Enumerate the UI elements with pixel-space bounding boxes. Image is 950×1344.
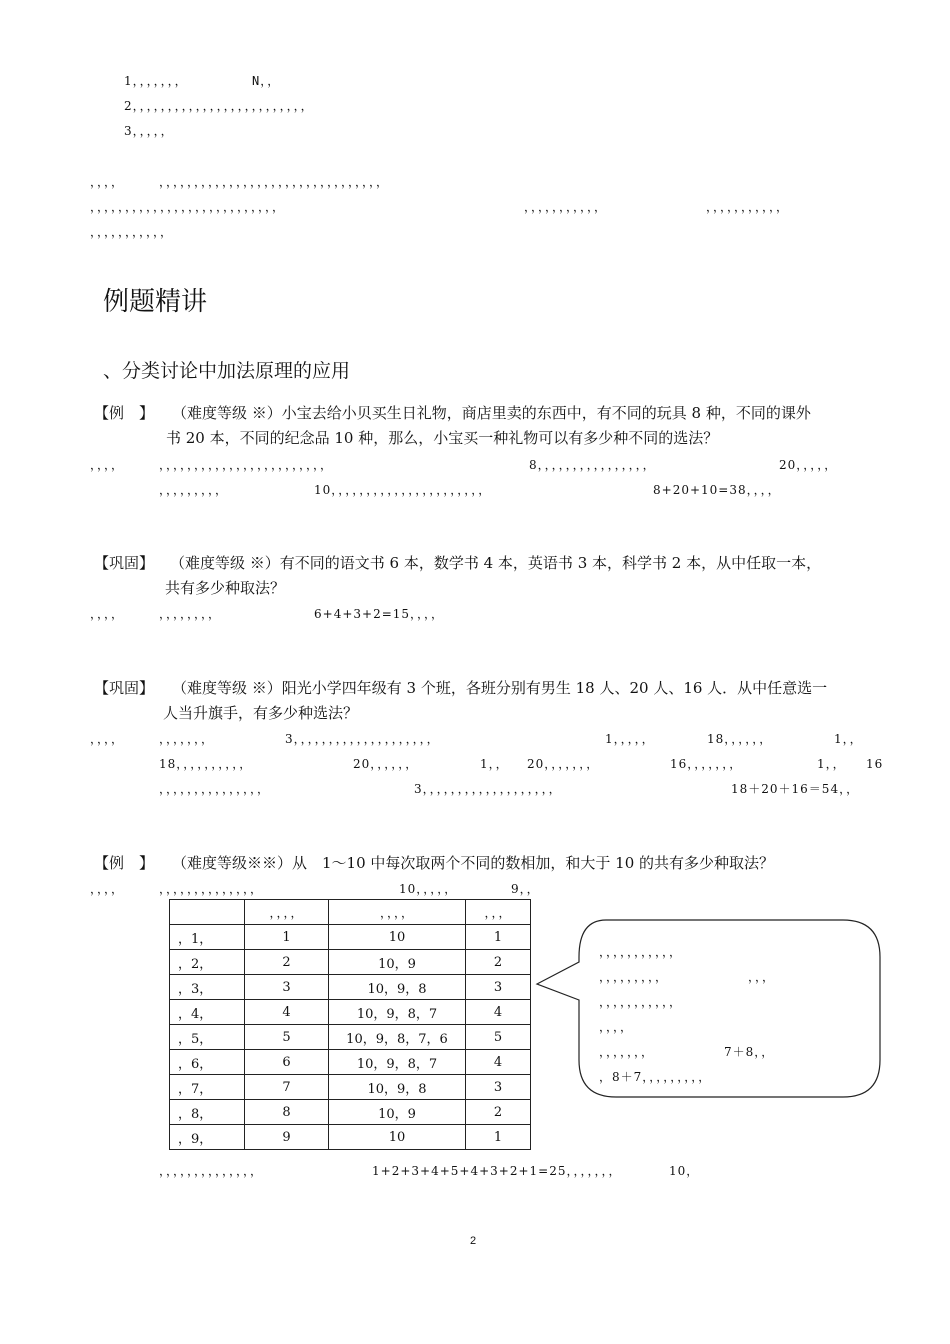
table-cell: 3 (245, 975, 329, 1000)
table-cell: 2 (466, 950, 531, 975)
consolidate-2-answer-3c: 18＋20＋16＝54，， (731, 782, 860, 796)
table-cell: ，8， (170, 1100, 245, 1125)
consolidate-2-answer-1e: 1，， (834, 732, 863, 746)
bubble-line-2b: ，，， (748, 970, 776, 984)
table-cell: 1 (245, 925, 329, 950)
table-cell: 5 (466, 1025, 531, 1050)
consolidate-2-answer-2d: 20，，，，，，， (527, 757, 600, 771)
table-cell: ，7， (170, 1075, 245, 1100)
table-cell: 3 (466, 1075, 531, 1100)
table-cell: 7 (245, 1075, 329, 1100)
table-cell: ，3， (170, 975, 245, 1000)
table-cell: 6 (245, 1050, 329, 1075)
table-cell: ，6， (170, 1050, 245, 1075)
bubble-line-4: ，，，， (599, 1020, 634, 1034)
example-1-answer-2c: 8+20+10=38，，，， (653, 483, 781, 497)
consolidate-2-answer-3b: 3，，，，，，，，，，，，，，，，，，， (414, 782, 562, 796)
bubble-line-2a: ，，，，，，，，， (599, 970, 669, 984)
consolidate-2-tag: 【巩固】 (94, 679, 155, 697)
consolidate-2-answer-3a: ，，，，，，，，，，，，，，， (159, 782, 271, 796)
table-header-cell: ，，， (466, 900, 531, 925)
table-header-cell: ，，，， (245, 900, 329, 925)
table-cell: 1 (466, 925, 531, 950)
consolidate-2-answer-2b: 20，，，，，， (353, 757, 419, 771)
example-1-answer-label: ，，，， (90, 458, 125, 472)
intro-item-1-tail: N，， (252, 74, 281, 88)
note-line-2a: ，，，，，，，，，，，，，，，，，，，，，，，，，，， (90, 200, 286, 214)
table-cell: ，1， (170, 925, 245, 950)
consolidate-2-answer-1a: ，，，，，，， (159, 732, 215, 746)
table-cell: 10 (329, 925, 466, 950)
section-title: 例题精讲 (103, 287, 208, 317)
note-label: ，，，， (90, 175, 125, 189)
table-cell: 4 (245, 1000, 329, 1025)
note-line-1: ，，，，，，，，，，，，，，，，，，，，，，，，，，，，，，，， (159, 175, 390, 189)
consolidate-2-answer-2e: 16，，，，，，， (670, 757, 743, 771)
bubble-line-6: ，8＋7，，，，，，，，， (599, 1070, 712, 1084)
consolidate-2-answer-2f: 1，， (817, 757, 846, 771)
conclusion-a: ，，，，，，，，，，，，，， (159, 1164, 264, 1178)
intro-item-3: 3，，，，， (124, 124, 174, 138)
bubble-line-3: ，，，，，，，，，，， (599, 995, 683, 1009)
consolidate-1-answer-1a: ，，，，，，，， (159, 607, 222, 621)
table-cell: 10，9 (329, 950, 466, 975)
note-line-2c: ，，，，，，，，，，， (706, 200, 790, 214)
example-1-line-2: 书 20 本，不同的纪念品 10 种，那么，小宝买一种礼物可以有多少种不同的选法？ (166, 429, 719, 447)
consolidate-1-tag: 【巩固】 (94, 554, 155, 572)
example-2-line-1: （难度等级※※）从 1～10 中每次取两个不同的数相加，和大于 10 的共有多少种取法？ (172, 854, 775, 872)
table-cell: ，5， (170, 1025, 245, 1050)
table-cell: 4 (466, 1000, 531, 1025)
example-1-answer-1a: ，，，，，，，，，，，，，，，，，，，，，，，， (159, 458, 334, 472)
example-1-answer-1c: 20，，，，， (779, 458, 838, 472)
consolidate-2-answer-2c: 1，， (480, 757, 509, 771)
table-cell: ，9， (170, 1125, 245, 1150)
example-2-answer-1c: 9，， (511, 882, 540, 896)
table-cell: 10 (329, 1125, 466, 1150)
table-cell: 3 (466, 975, 531, 1000)
consolidate-2-answer-2a: 18，，，，，，，，，， (159, 757, 253, 771)
table-cell: 1 (466, 1125, 531, 1150)
conclusion-b: 1+2+3+4+5+4+3+2+1=25，，，，，，， (372, 1164, 622, 1178)
consolidate-2-answer-label: ，，，， (90, 732, 125, 746)
table-cell: 2 (245, 950, 329, 975)
example-2-answer-label: ，，，， (90, 882, 125, 896)
table-cell: 9 (245, 1125, 329, 1150)
example-1-answer-2b: 10，，，，，，，，，，，，，，，，，，，，，， (314, 483, 492, 497)
table-cell: 10，9，8 (329, 975, 466, 1000)
example-1-line-1: （难度等级 ※）小宝去给小贝买生日礼物，商店里卖的东西中，有不同的玩具 8 种，不同的课外 (172, 404, 811, 422)
note-line-2b: ，，，，，，，，，，， (524, 200, 608, 214)
conclusion-c: 10， (669, 1164, 700, 1178)
consolidate-1-answer-label: ，，，， (90, 607, 125, 621)
table-cell: 5 (245, 1025, 329, 1050)
page-number: 2 (470, 1235, 477, 1247)
table-cell: 2 (466, 1100, 531, 1125)
consolidate-2-answer-2g: 16 (866, 757, 884, 771)
consolidate-2-answer-1d: 18，，，，，， (707, 732, 773, 746)
table-cell: 10，9，8，7 (329, 1050, 466, 1075)
example-1-answer-2a: ，，，，，，，，， (159, 483, 229, 497)
subsection-title: 、分类讨论中加法原理的应用 (103, 360, 351, 382)
bubble-line-5a: ，，，，，，， (599, 1045, 655, 1059)
example-2-tag: 【例 】 (94, 854, 155, 872)
table-header-cell: ，，，， (329, 900, 466, 925)
table-cell: 8 (245, 1100, 329, 1125)
consolidate-1-line-2: 共有多少种取法？ (165, 579, 286, 597)
example-1-tag: 【例 】 (94, 404, 155, 422)
table-cell: ，2， (170, 950, 245, 975)
example-2-answer-1a: ，，，，，，，，，，，，，， (159, 882, 264, 896)
bubble-line-1: ，，，，，，，，，，， (599, 945, 683, 959)
consolidate-2-line-1: （难度等级 ※）阳光小学四年级有 3 个班，各班分别有男生 18 人、20 人、16 人．从中任意选一 (172, 679, 828, 697)
consolidate-2-answer-1b: 3，，，，，，，，，，，，，，，，，，，， (285, 732, 440, 746)
intro-item-2: 2，，，，，，，，，，，，，，，，，，，，，，，，， (124, 99, 314, 113)
table-cell: 10，9，8 (329, 1075, 466, 1100)
intro-item-1: 1，，，，，，， (124, 74, 188, 88)
table-cell: 10，9，8，7，6 (329, 1025, 466, 1050)
consolidate-1-line-1: （难度等级 ※）有不同的语文书 6 本，数学书 4 本，英语书 3 本，科学书 2 本，从中任取一本， (170, 554, 822, 572)
table-cell: ，4， (170, 1000, 245, 1025)
example-1-answer-1b: 8，，，，，，，，，，，，，，，， (529, 458, 656, 472)
bubble-line-5b: 7＋8，， (724, 1045, 775, 1059)
example-2-answer-1b: 10，，，，， (399, 882, 458, 896)
consolidate-2-line-2: 人当升旗手，有多少种选法？ (163, 704, 359, 722)
note-line-3: ，，，，，，，，，，， (90, 225, 174, 239)
table-cell: 4 (466, 1050, 531, 1075)
table-cell: 10，9，8，7 (329, 1000, 466, 1025)
table-cell: 10，9 (329, 1100, 466, 1125)
consolidate-2-answer-1c: 1，，，，， (605, 732, 655, 746)
consolidate-1-answer-1b: 6+4+3+2=15，，，， (314, 607, 445, 621)
